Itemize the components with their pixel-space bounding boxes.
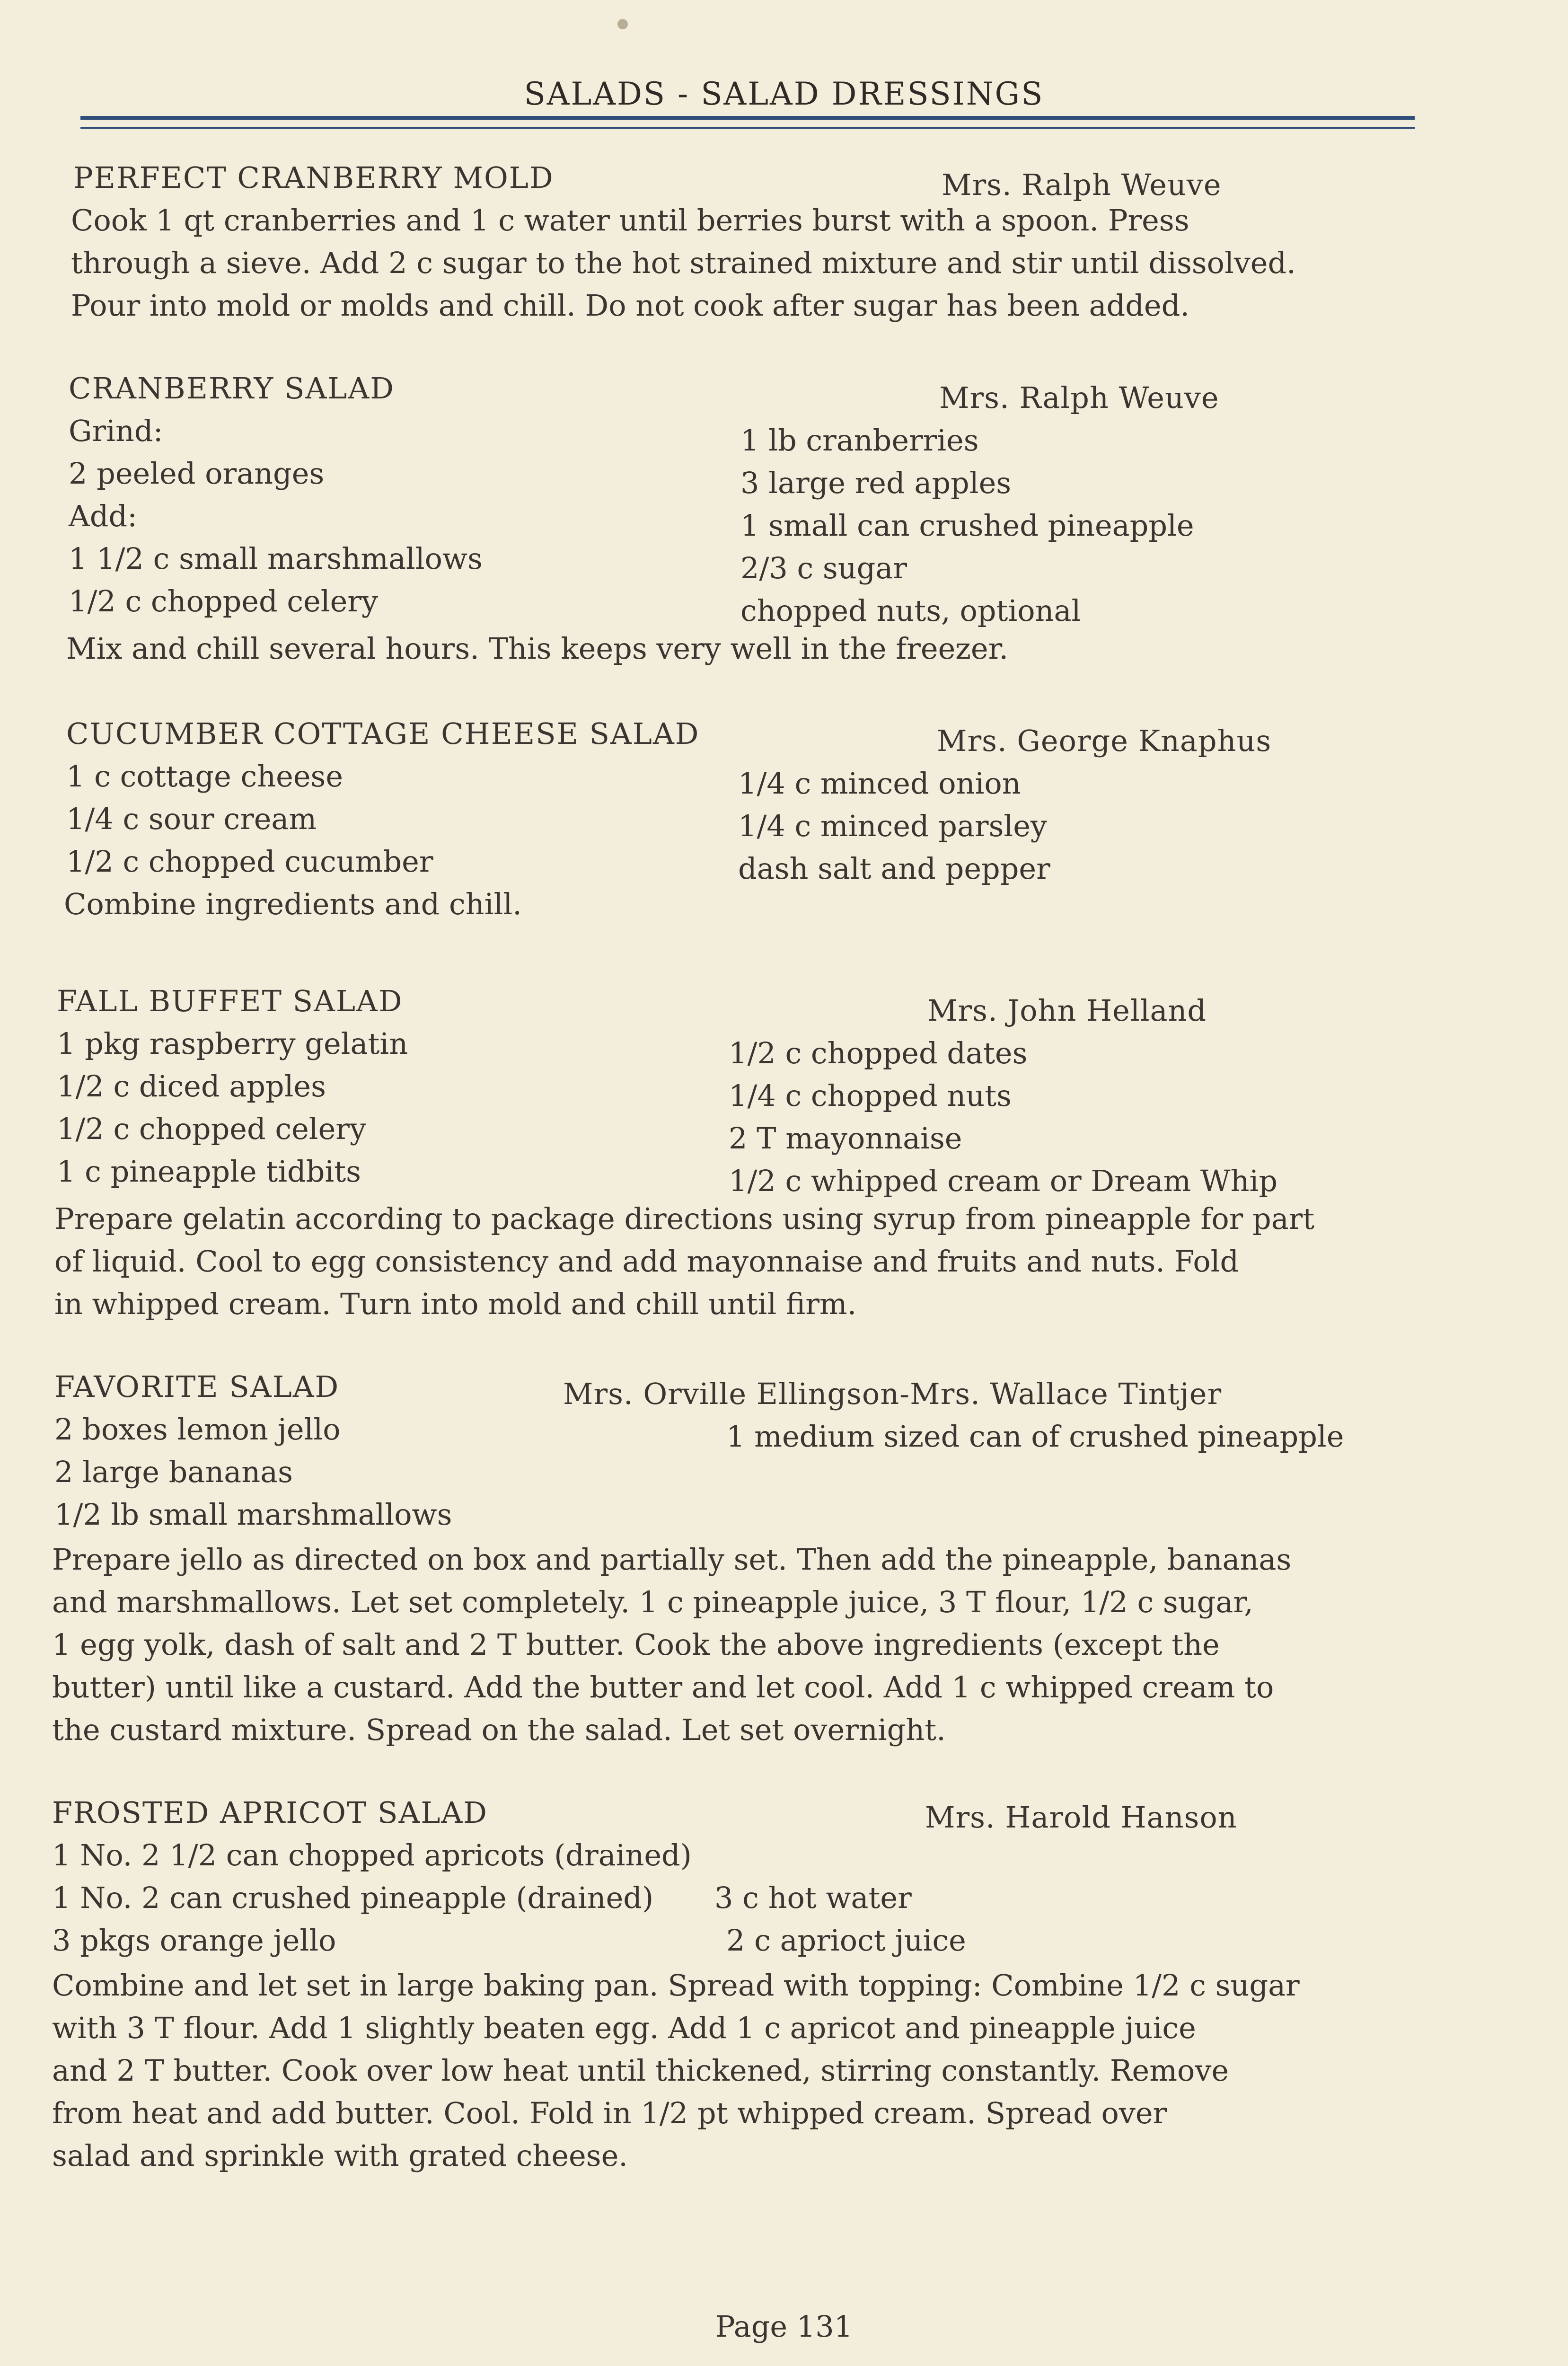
ingredient: 1/2 c chopped dates: [729, 1036, 1028, 1070]
ingredient: 3 pkgs orange jello: [52, 1923, 336, 1958]
recipe-text-line: salad and sprinkle with grated cheese.: [52, 2138, 628, 2173]
ingredient: 2 boxes lemon jello: [54, 1412, 341, 1447]
print-speck: [617, 19, 628, 29]
ingredient: 1/2 c chopped celery: [57, 1112, 366, 1146]
ingredient: 1 No. 2 1/2 can chopped apricots (drained): [52, 1838, 692, 1872]
ingredient: 1 pkg raspberry gelatin: [57, 1026, 408, 1061]
ingredient: 1/4 c sour cream: [66, 802, 317, 836]
ingredient: chopped nuts, optional: [740, 593, 1081, 628]
page-header: SALADS - SALAD DRESSINGS: [524, 76, 1044, 112]
ingredient: 1/4 c chopped nuts: [729, 1078, 1012, 1113]
ingredient: Grind:: [69, 414, 163, 448]
recipe-text-line: from heat and add butter. Cool. Fold in 1/2 pt whipped cream. Spread over: [52, 2096, 1167, 2130]
ingredient: 1/4 c minced parsley: [738, 809, 1047, 843]
recipe-title: FAVORITE SALAD: [54, 1369, 340, 1404]
ingredient: 1/2 c whipped cream or Dream Whip: [729, 1164, 1278, 1198]
ingredient: 1 medium sized can of crushed pineapple: [726, 1419, 1344, 1454]
recipe-text-line: with 3 T flour. Add 1 slightly beaten egg. Add 1 c apricot and pineapple juice: [52, 2011, 1196, 2045]
recipe-author: Mrs. Ralph Weuve: [942, 168, 1222, 202]
recipe-text-line: Prepare gelatin according to package directions using syrup from pineapple for part: [54, 1201, 1315, 1236]
recipe-text-line: and marshmallows. Let set completely. 1 c pineapple juice, 3 T flour, 1/2 c sugar,: [52, 1585, 1253, 1619]
ingredient: Add:: [69, 499, 138, 533]
recipe-text-line: butter) until like a custard. Add the butter and let cool. Add 1 c whipped cream to: [52, 1670, 1274, 1704]
recipe-text-line: Mix and chill several hours. This keeps very well in the freezer.: [66, 631, 1009, 666]
recipe-text-line: in whipped cream. Turn into mold and chill until firm.: [54, 1287, 857, 1321]
ingredient: 2 large bananas: [54, 1455, 293, 1489]
ingredient: 1/2 c diced apples: [57, 1069, 326, 1104]
recipe-text-line: Combine and let set in large baking pan. Spread with topping: Combine 1/2 c sugar: [52, 1968, 1300, 2003]
recipe-text-line: Cook 1 qt cranberries and 1 c water until berries burst with a spoon. Press: [71, 203, 1189, 238]
recipe-text-line: 1 egg yolk, dash of salt and 2 T butter. Cook the above ingredients (except the: [52, 1627, 1220, 1662]
ingredient: 1 c pineapple tidbits: [57, 1154, 361, 1189]
header-rule-thick: [80, 116, 1415, 120]
ingredient: 2 T mayonnaise: [729, 1121, 962, 1156]
ingredient: 2 c aprioct juice: [726, 1923, 966, 1958]
ingredient: 1 No. 2 can crushed pineapple (drained): [52, 1880, 654, 1915]
recipe-text-line: the custard mixture. Spread on the salad. Let set overnight.: [52, 1713, 946, 1747]
ingredient: 3 large red apples: [740, 466, 1012, 500]
page-number: Page 131: [715, 2309, 853, 2344]
recipe-author: Mrs. John Helland: [927, 993, 1207, 1028]
ingredient: 1 1/2 c small marshmallows: [69, 541, 483, 576]
ingredient: dash salt and pepper: [738, 851, 1050, 886]
recipe-text-line: of liquid. Cool to egg consistency and add mayonnaise and fruits and nuts. Fold: [54, 1244, 1239, 1279]
recipe-title: FROSTED APRICOT SALAD: [52, 1795, 488, 1830]
ingredient: 1/4 c minced onion: [738, 766, 1021, 801]
recipe-author: Mrs. George Knaphus: [937, 724, 1272, 758]
ingredient: 1 c cottage cheese: [66, 759, 344, 794]
recipe-text-line: Prepare jello as directed on box and partially set. Then add the pineapple, bananas: [52, 1542, 1292, 1577]
recipe-title: CUCUMBER COTTAGE CHEESE SALAD: [66, 716, 700, 751]
recipe-text-line: through a sieve. Add 2 c sugar to the hot strained mixture and stir until dissolved.: [71, 246, 1296, 280]
ingredient: 3 c hot water: [714, 1880, 912, 1915]
recipe-text-line: Pour into mold or molds and chill. Do not cook after sugar has been added.: [71, 288, 1189, 323]
recipe-text-line: and 2 T butter. Cook over low heat until thickened, stirring constantly. Remove: [52, 2053, 1229, 2088]
ingredient: 1/2 c chopped celery: [69, 584, 378, 618]
recipe-title: PERFECT CRANBERRY MOLD: [73, 160, 554, 195]
ingredient: 1 lb cranberries: [740, 423, 979, 458]
header-rule-thin: [80, 127, 1415, 129]
recipe-title: FALL BUFFET SALAD: [57, 984, 403, 1018]
recipe-author: Mrs. Harold Hanson: [925, 1800, 1237, 1835]
ingredient: 2 peeled oranges: [69, 456, 325, 491]
ingredient: 1 small can crushed pineapple: [740, 508, 1194, 543]
recipe-title: CRANBERRY SALAD: [69, 371, 395, 406]
recipe-author: Mrs. Ralph Weuve: [939, 380, 1219, 415]
recipe-text-line: Combine ingredients and chill.: [64, 887, 522, 921]
ingredient: 1/2 lb small marshmallows: [54, 1497, 452, 1532]
ingredient: 1/2 c chopped cucumber: [66, 844, 433, 879]
recipe-author: Mrs. Orville Ellingson-Mrs. Wallace Tintjer: [563, 1377, 1222, 1411]
ingredient: 2/3 c sugar: [740, 551, 907, 585]
